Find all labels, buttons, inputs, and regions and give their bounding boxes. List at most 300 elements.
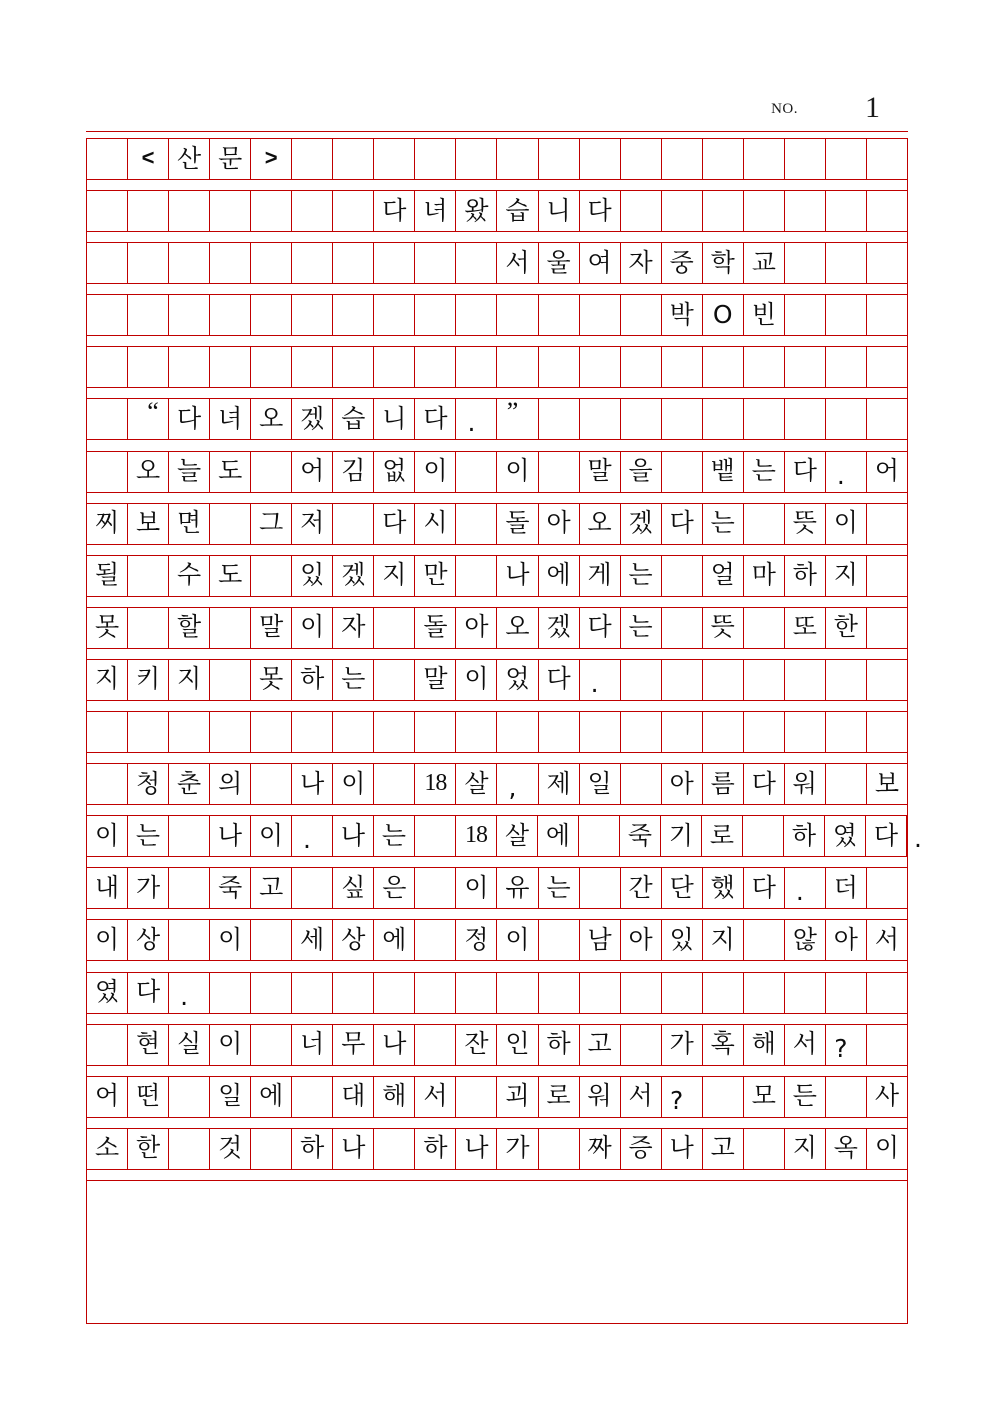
manuscript-cell[interactable] — [169, 399, 210, 439]
manuscript-cell[interactable] — [374, 399, 415, 439]
manuscript-cell[interactable] — [497, 1129, 538, 1169]
manuscript-cell[interactable] — [621, 764, 662, 804]
manuscript-cell[interactable] — [210, 660, 251, 700]
manuscript-cell[interactable] — [662, 347, 703, 387]
manuscript-cell[interactable] — [785, 504, 826, 544]
manuscript-cell[interactable] — [292, 816, 333, 856]
manuscript-cell[interactable] — [333, 973, 374, 1013]
manuscript-cell[interactable] — [539, 764, 580, 804]
manuscript-cell[interactable] — [785, 712, 826, 752]
manuscript-cell[interactable] — [415, 191, 456, 231]
manuscript-cell[interactable] — [744, 504, 785, 544]
manuscript-cell[interactable] — [497, 452, 538, 492]
manuscript-cell[interactable] — [867, 920, 907, 960]
manuscript-cell[interactable] — [744, 608, 785, 648]
manuscript-cell[interactable] — [661, 816, 702, 856]
manuscript-cell[interactable] — [333, 660, 374, 700]
manuscript-cell[interactable] — [539, 191, 580, 231]
manuscript-cell[interactable] — [251, 243, 292, 283]
manuscript-cell[interactable] — [703, 1025, 744, 1065]
manuscript-cell[interactable] — [251, 660, 292, 700]
manuscript-cell[interactable] — [456, 504, 497, 544]
manuscript-cell[interactable] — [292, 139, 333, 179]
manuscript-cell[interactable] — [374, 660, 415, 700]
manuscript-cell[interactable] — [251, 347, 292, 387]
manuscript-cell[interactable] — [292, 452, 333, 492]
manuscript-cell[interactable] — [251, 556, 292, 596]
manuscript-cell[interactable] — [580, 920, 621, 960]
manuscript-cell[interactable] — [580, 295, 621, 335]
manuscript-cell[interactable] — [703, 1129, 744, 1169]
manuscript-cell[interactable] — [539, 452, 580, 492]
manuscript-cell[interactable] — [826, 973, 867, 1013]
manuscript-cell[interactable] — [497, 191, 538, 231]
manuscript-cell[interactable] — [87, 712, 128, 752]
manuscript-cell[interactable] — [867, 452, 907, 492]
manuscript-cell[interactable] — [169, 712, 210, 752]
manuscript-cell[interactable] — [825, 816, 866, 856]
manuscript-cell[interactable] — [374, 816, 415, 856]
manuscript-cell[interactable] — [374, 191, 415, 231]
manuscript-cell[interactable] — [456, 1129, 497, 1169]
manuscript-cell[interactable] — [210, 504, 251, 544]
manuscript-cell[interactable] — [169, 1077, 210, 1117]
manuscript-cell[interactable] — [867, 347, 907, 387]
manuscript-cell[interactable] — [128, 608, 169, 648]
manuscript-cell[interactable] — [744, 243, 785, 283]
manuscript-cell[interactable] — [744, 191, 785, 231]
manuscript-cell[interactable] — [497, 973, 538, 1013]
manuscript-cell[interactable] — [580, 504, 621, 544]
manuscript-cell[interactable] — [374, 556, 415, 596]
manuscript-cell[interactable] — [580, 556, 621, 596]
manuscript-cell[interactable] — [169, 243, 210, 283]
manuscript-cell[interactable] — [87, 1129, 128, 1169]
manuscript-cell[interactable] — [621, 399, 662, 439]
manuscript-cell[interactable] — [169, 608, 210, 648]
manuscript-cell[interactable] — [128, 868, 169, 908]
manuscript-cell[interactable] — [210, 243, 251, 283]
manuscript-cell[interactable] — [580, 1129, 621, 1169]
manuscript-cell[interactable] — [292, 973, 333, 1013]
manuscript-cell[interactable] — [456, 764, 497, 804]
manuscript-cell[interactable] — [415, 920, 456, 960]
manuscript-cell[interactable] — [497, 816, 538, 856]
manuscript-cell[interactable] — [333, 1025, 374, 1065]
manuscript-cell[interactable] — [251, 399, 292, 439]
manuscript-cell[interactable] — [415, 608, 456, 648]
manuscript-cell[interactable] — [128, 1129, 169, 1169]
manuscript-cell[interactable] — [621, 556, 662, 596]
manuscript-cell[interactable] — [456, 608, 497, 648]
manuscript-cell[interactable] — [497, 764, 538, 804]
manuscript-cell[interactable] — [210, 139, 251, 179]
manuscript-cell[interactable] — [128, 347, 169, 387]
manuscript-cell[interactable] — [210, 608, 251, 648]
manuscript-cell[interactable] — [826, 608, 867, 648]
manuscript-cell[interactable] — [251, 712, 292, 752]
manuscript-cell[interactable] — [251, 816, 292, 856]
manuscript-cell[interactable] — [826, 660, 867, 700]
manuscript-cell[interactable] — [292, 504, 333, 544]
manuscript-cell[interactable] — [621, 347, 662, 387]
manuscript-cell[interactable] — [867, 712, 907, 752]
manuscript-cell[interactable] — [662, 243, 703, 283]
manuscript-cell[interactable] — [497, 712, 538, 752]
manuscript-cell[interactable] — [826, 1077, 867, 1117]
manuscript-cell[interactable] — [333, 295, 374, 335]
manuscript-cell[interactable] — [785, 764, 826, 804]
manuscript-cell[interactable] — [497, 920, 538, 960]
manuscript-cell[interactable] — [456, 712, 497, 752]
manuscript-cell[interactable] — [703, 504, 744, 544]
manuscript-cell[interactable] — [580, 1077, 621, 1117]
manuscript-cell[interactable] — [867, 660, 907, 700]
manuscript-cell[interactable] — [210, 712, 251, 752]
manuscript-cell[interactable] — [826, 712, 867, 752]
manuscript-cell[interactable] — [292, 1129, 333, 1169]
manuscript-cell[interactable] — [662, 660, 703, 700]
manuscript-cell[interactable] — [374, 243, 415, 283]
manuscript-cell[interactable] — [867, 868, 907, 908]
manuscript-cell[interactable] — [539, 712, 580, 752]
manuscript-cell[interactable] — [210, 1129, 251, 1169]
manuscript-cell[interactable] — [662, 295, 703, 335]
manuscript-cell[interactable] — [662, 868, 703, 908]
manuscript-cell[interactable] — [497, 295, 538, 335]
manuscript-cell[interactable] — [744, 556, 785, 596]
manuscript-cell[interactable] — [497, 504, 538, 544]
manuscript-cell[interactable] — [87, 920, 128, 960]
manuscript-cell[interactable] — [333, 1129, 374, 1169]
manuscript-cell[interactable] — [621, 1129, 662, 1169]
manuscript-cell[interactable] — [415, 764, 456, 804]
manuscript-cell[interactable] — [867, 764, 907, 804]
manuscript-cell[interactable] — [333, 764, 374, 804]
manuscript-cell[interactable] — [210, 556, 251, 596]
manuscript-cell[interactable] — [867, 504, 907, 544]
manuscript-cell[interactable] — [785, 1077, 826, 1117]
manuscript-cell[interactable] — [415, 816, 456, 856]
manuscript-cell[interactable] — [292, 764, 333, 804]
manuscript-cell[interactable] — [87, 452, 128, 492]
manuscript-cell[interactable] — [333, 139, 374, 179]
manuscript-cell[interactable] — [128, 399, 169, 439]
manuscript-cell[interactable] — [867, 608, 907, 648]
manuscript-cell[interactable] — [662, 973, 703, 1013]
manuscript-cell[interactable] — [662, 452, 703, 492]
manuscript-cell[interactable] — [456, 920, 497, 960]
manuscript-cell[interactable] — [826, 920, 867, 960]
manuscript-cell[interactable] — [333, 347, 374, 387]
manuscript-cell[interactable] — [539, 347, 580, 387]
manuscript-cell[interactable] — [87, 816, 128, 856]
manuscript-cell[interactable] — [210, 399, 251, 439]
manuscript-cell[interactable] — [374, 1129, 415, 1169]
manuscript-cell[interactable] — [87, 243, 128, 283]
manuscript-cell[interactable] — [292, 191, 333, 231]
manuscript-cell[interactable] — [744, 973, 785, 1013]
manuscript-cell[interactable] — [210, 295, 251, 335]
manuscript-cell[interactable] — [292, 347, 333, 387]
manuscript-cell[interactable] — [497, 868, 538, 908]
manuscript-cell[interactable] — [333, 608, 374, 648]
manuscript-cell[interactable] — [580, 608, 621, 648]
manuscript-cell[interactable] — [333, 920, 374, 960]
manuscript-cell[interactable] — [785, 191, 826, 231]
manuscript-cell[interactable] — [539, 243, 580, 283]
manuscript-cell[interactable] — [374, 712, 415, 752]
manuscript-cell[interactable] — [456, 973, 497, 1013]
manuscript-cell[interactable] — [292, 868, 333, 908]
manuscript-cell[interactable] — [826, 504, 867, 544]
manuscript-cell[interactable] — [333, 452, 374, 492]
manuscript-cell[interactable] — [292, 660, 333, 700]
manuscript-cell[interactable] — [128, 295, 169, 335]
manuscript-cell[interactable] — [415, 399, 456, 439]
manuscript-cell[interactable] — [415, 452, 456, 492]
manuscript-cell[interactable] — [456, 139, 497, 179]
manuscript-cell[interactable] — [744, 712, 785, 752]
manuscript-cell[interactable] — [580, 764, 621, 804]
manuscript-cell[interactable] — [87, 973, 128, 1013]
manuscript-cell[interactable] — [703, 764, 744, 804]
manuscript-cell[interactable] — [415, 1077, 456, 1117]
manuscript-cell[interactable] — [128, 816, 169, 856]
manuscript-cell[interactable] — [210, 764, 251, 804]
manuscript-cell[interactable] — [87, 295, 128, 335]
manuscript-cell[interactable] — [580, 191, 621, 231]
manuscript-cell[interactable] — [128, 191, 169, 231]
manuscript-cell[interactable] — [374, 1025, 415, 1065]
manuscript-cell[interactable] — [210, 1025, 251, 1065]
manuscript-cell[interactable] — [867, 139, 907, 179]
manuscript-cell[interactable] — [292, 920, 333, 960]
manuscript-cell[interactable] — [703, 139, 744, 179]
manuscript-cell[interactable] — [744, 399, 785, 439]
manuscript-cell[interactable] — [826, 868, 867, 908]
manuscript-cell[interactable] — [785, 1025, 826, 1065]
manuscript-cell[interactable] — [580, 660, 621, 700]
manuscript-cell[interactable] — [169, 660, 210, 700]
manuscript-cell[interactable] — [826, 452, 867, 492]
manuscript-cell[interactable] — [621, 295, 662, 335]
manuscript-cell[interactable] — [621, 191, 662, 231]
manuscript-cell[interactable] — [621, 1077, 662, 1117]
manuscript-cell[interactable] — [744, 1025, 785, 1065]
manuscript-cell[interactable] — [662, 191, 703, 231]
manuscript-cell[interactable] — [703, 295, 744, 335]
manuscript-cell[interactable] — [580, 347, 621, 387]
manuscript-cell[interactable] — [744, 139, 785, 179]
manuscript-cell[interactable] — [580, 868, 621, 908]
manuscript-cell[interactable] — [169, 973, 210, 1013]
manuscript-cell[interactable] — [128, 920, 169, 960]
manuscript-cell[interactable] — [703, 920, 744, 960]
manuscript-cell[interactable] — [539, 920, 580, 960]
manuscript-cell[interactable] — [580, 712, 621, 752]
manuscript-cell[interactable] — [826, 139, 867, 179]
manuscript-cell[interactable] — [456, 556, 497, 596]
manuscript-cell[interactable] — [456, 1077, 497, 1117]
manuscript-cell[interactable] — [621, 243, 662, 283]
manuscript-cell[interactable] — [333, 399, 374, 439]
manuscript-cell[interactable] — [415, 139, 456, 179]
manuscript-cell[interactable] — [744, 1077, 785, 1117]
manuscript-cell[interactable] — [415, 295, 456, 335]
manuscript-cell[interactable] — [251, 920, 292, 960]
manuscript-cell[interactable] — [621, 452, 662, 492]
manuscript-cell[interactable] — [374, 920, 415, 960]
manuscript-cell[interactable] — [87, 764, 128, 804]
manuscript-cell[interactable] — [251, 295, 292, 335]
manuscript-cell[interactable] — [210, 868, 251, 908]
manuscript-cell[interactable] — [621, 920, 662, 960]
manuscript-cell[interactable] — [744, 764, 785, 804]
manuscript-cell[interactable] — [456, 452, 497, 492]
manuscript-cell[interactable] — [128, 1077, 169, 1117]
manuscript-cell[interactable] — [580, 973, 621, 1013]
manuscript-cell[interactable] — [785, 556, 826, 596]
manuscript-cell[interactable] — [539, 608, 580, 648]
manuscript-cell[interactable] — [703, 712, 744, 752]
manuscript-cell[interactable] — [579, 816, 620, 856]
manuscript-cell[interactable] — [621, 660, 662, 700]
manuscript-cell[interactable] — [251, 868, 292, 908]
manuscript-cell[interactable] — [169, 452, 210, 492]
manuscript-cell[interactable] — [867, 295, 907, 335]
manuscript-cell[interactable] — [292, 295, 333, 335]
manuscript-cell[interactable] — [866, 816, 907, 856]
manuscript-cell[interactable] — [703, 660, 744, 700]
manuscript-cell[interactable] — [867, 973, 907, 1013]
manuscript-cell[interactable] — [87, 868, 128, 908]
manuscript-cell[interactable] — [87, 139, 128, 179]
manuscript-cell[interactable] — [785, 139, 826, 179]
manuscript-cell[interactable] — [662, 1077, 703, 1117]
manuscript-cell[interactable] — [744, 920, 785, 960]
manuscript-cell[interactable] — [415, 504, 456, 544]
manuscript-cell[interactable] — [415, 660, 456, 700]
manuscript-cell[interactable] — [210, 920, 251, 960]
manuscript-cell[interactable] — [703, 868, 744, 908]
manuscript-cell[interactable] — [292, 1025, 333, 1065]
manuscript-cell[interactable] — [374, 1077, 415, 1117]
manuscript-cell[interactable] — [374, 608, 415, 648]
manuscript-cell[interactable] — [497, 1077, 538, 1117]
manuscript-cell[interactable] — [128, 712, 169, 752]
manuscript-cell[interactable] — [620, 816, 661, 856]
manuscript-cell[interactable] — [497, 608, 538, 648]
manuscript-cell[interactable] — [374, 295, 415, 335]
manuscript-cell[interactable] — [169, 816, 210, 856]
manuscript-cell[interactable] — [662, 399, 703, 439]
manuscript-cell[interactable] — [743, 816, 784, 856]
manuscript-cell[interactable] — [87, 399, 128, 439]
manuscript-cell[interactable] — [292, 608, 333, 648]
manuscript-cell[interactable] — [497, 139, 538, 179]
manuscript-cell[interactable] — [169, 1025, 210, 1065]
manuscript-cell[interactable] — [539, 868, 580, 908]
manuscript-cell[interactable] — [539, 1129, 580, 1169]
manuscript-cell[interactable] — [826, 347, 867, 387]
manuscript-cell[interactable] — [415, 712, 456, 752]
manuscript-cell[interactable] — [169, 1129, 210, 1169]
manuscript-cell[interactable] — [333, 1077, 374, 1117]
manuscript-cell[interactable] — [210, 347, 251, 387]
manuscript-cell[interactable] — [251, 452, 292, 492]
manuscript-cell[interactable] — [744, 660, 785, 700]
manuscript-cell[interactable] — [415, 243, 456, 283]
manuscript-cell[interactable] — [374, 139, 415, 179]
manuscript-cell[interactable] — [210, 973, 251, 1013]
manuscript-cell[interactable] — [251, 191, 292, 231]
manuscript-cell[interactable] — [210, 452, 251, 492]
manuscript-cell[interactable] — [128, 1025, 169, 1065]
manuscript-cell[interactable] — [662, 1025, 703, 1065]
manuscript-cell[interactable] — [703, 973, 744, 1013]
manuscript-cell[interactable] — [415, 1025, 456, 1065]
manuscript-cell[interactable] — [292, 399, 333, 439]
manuscript-cell[interactable] — [374, 764, 415, 804]
manuscript-cell[interactable] — [415, 556, 456, 596]
manuscript-cell[interactable] — [374, 504, 415, 544]
manuscript-cell[interactable] — [333, 712, 374, 752]
manuscript-cell[interactable] — [744, 452, 785, 492]
manuscript-cell[interactable] — [703, 452, 744, 492]
manuscript-cell[interactable] — [826, 399, 867, 439]
manuscript-cell[interactable] — [456, 347, 497, 387]
manuscript-cell[interactable] — [169, 139, 210, 179]
manuscript-cell[interactable] — [539, 1077, 580, 1117]
manuscript-cell[interactable] — [415, 347, 456, 387]
manuscript-cell[interactable] — [744, 347, 785, 387]
manuscript-cell[interactable] — [867, 1129, 907, 1169]
manuscript-cell[interactable] — [621, 608, 662, 648]
manuscript-cell[interactable] — [744, 868, 785, 908]
manuscript-cell[interactable] — [703, 399, 744, 439]
manuscript-cell[interactable] — [867, 399, 907, 439]
manuscript-cell[interactable] — [169, 504, 210, 544]
manuscript-cell[interactable] — [497, 660, 538, 700]
manuscript-cell[interactable] — [169, 295, 210, 335]
manuscript-cell[interactable] — [87, 556, 128, 596]
manuscript-cell[interactable] — [539, 139, 580, 179]
manuscript-cell[interactable] — [251, 139, 292, 179]
manuscript-cell[interactable] — [539, 399, 580, 439]
manuscript-cell[interactable] — [785, 452, 826, 492]
manuscript-cell[interactable] — [251, 1077, 292, 1117]
manuscript-cell[interactable] — [785, 295, 826, 335]
manuscript-cell[interactable] — [87, 347, 128, 387]
manuscript-cell[interactable] — [784, 816, 825, 856]
manuscript-cell[interactable] — [87, 608, 128, 648]
manuscript-cell[interactable] — [662, 1129, 703, 1169]
manuscript-cell[interactable] — [785, 399, 826, 439]
manuscript-cell[interactable] — [539, 973, 580, 1013]
manuscript-cell[interactable] — [867, 1077, 907, 1117]
manuscript-cell[interactable] — [87, 1025, 128, 1065]
manuscript-cell[interactable] — [785, 243, 826, 283]
manuscript-cell[interactable] — [826, 764, 867, 804]
manuscript-cell[interactable] — [251, 1129, 292, 1169]
manuscript-cell[interactable] — [333, 504, 374, 544]
manuscript-cell[interactable] — [785, 660, 826, 700]
manuscript-cell[interactable] — [662, 608, 703, 648]
manuscript-cell[interactable] — [251, 504, 292, 544]
manuscript-cell[interactable] — [826, 1129, 867, 1169]
manuscript-cell[interactable] — [374, 868, 415, 908]
